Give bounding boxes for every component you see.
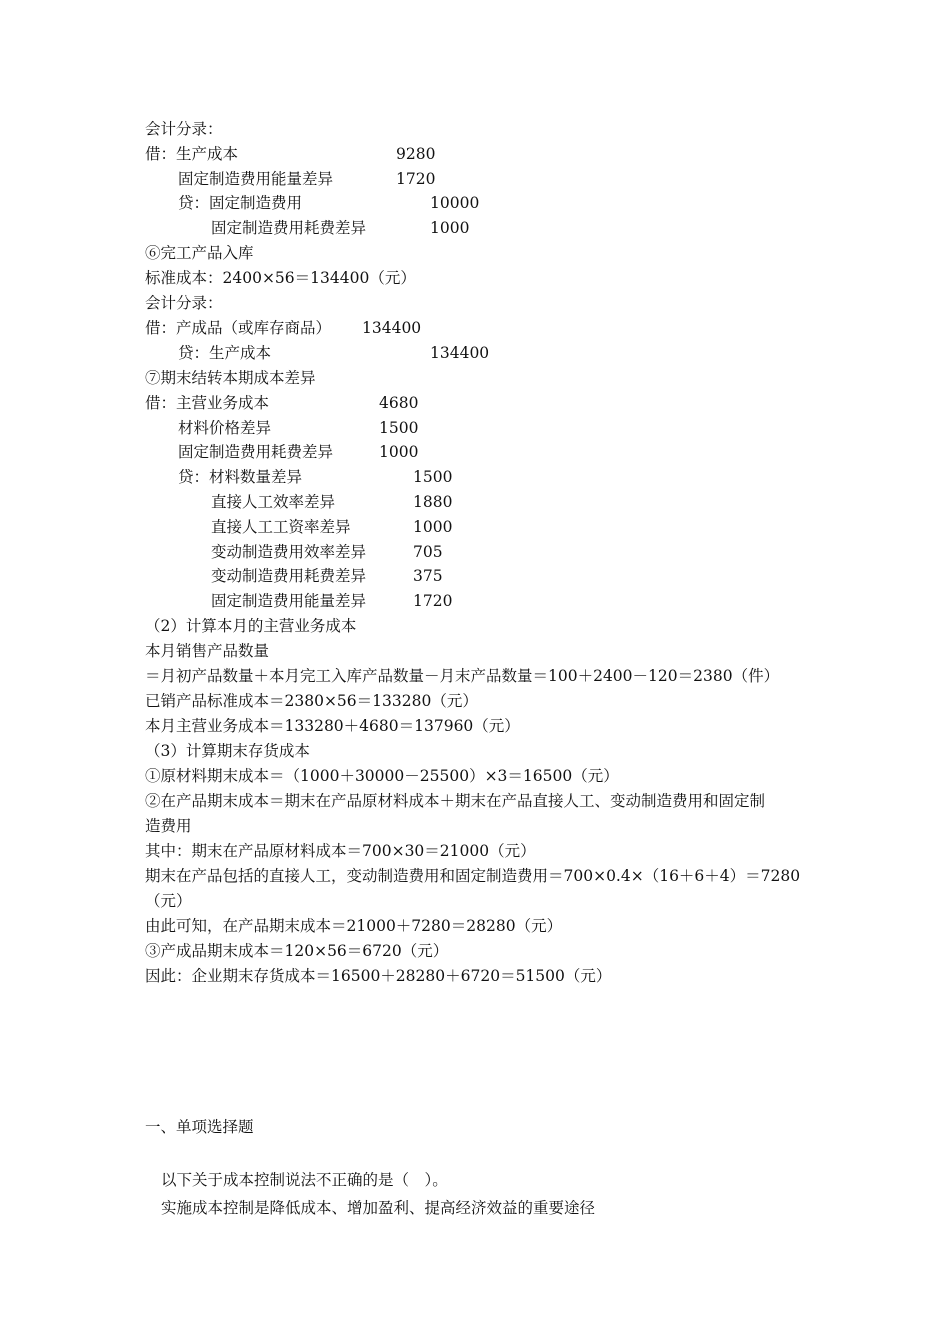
document-page: 会计分录： 借：生产成本 9280 固定制造费用能量差异 1720 贷：固定制造费用 10000 固定制造费用耗费差异 1000 ⑥完工产品入库 标准成本：2400×56＝134400（元） 会计分录： 借：产成品（或库存商品） 134400 贷：生产成本 134400 ⑦期末结转本期成本差异 借：主营业务成本 4680 材料价格差异 1500 固定制造费用耗费差异 1000 贷：材料数量差异 1500 直接人工效率差异 1880 直接人工工资率差异 1000 变动制造费用效率差异 705 变动制造费用耗费差异 375 固定制造费用能量差异 1720 （2）计算本月的主营业务成本 本月销售产品数量 ＝月初产品数量＋本月完工入库产品数量－月末产品数量＝100＋2400－120＝2380（件） 已销产品标准成本＝2380×56＝133280（元） 本月主营业务成本＝133280＋4680＝137960（元） （3）计算期末存货成本 ①原材料期末成本＝（1000＋30000－25500）×3＝16500（元） ②在产品期末成本＝期末在产品原材料成本＋期末在产品直接人工、变动制造费用和固定制 造费用 其中：期末在产品原材料成本＝700×30＝21000（元） 期末在产品包括的直接人工，变动制造费用和固定制造费用＝700×0.4×（16＋6＋4）＝7280 （元） 由此可知，在产品期末成本＝21000＋7280＝28280（元） ③产成品期末成本＝120×56＝6720（元） 因此：企业期末存货成本＝16500＋28280＋6720＝51500（元） 一、单项选择题 以下关于成本控制说法不正确的是（ ）。 实施成本控制是降低成本、增加盈利、提高经济效益的重要途径 — [145, 120, 801, 1217]
